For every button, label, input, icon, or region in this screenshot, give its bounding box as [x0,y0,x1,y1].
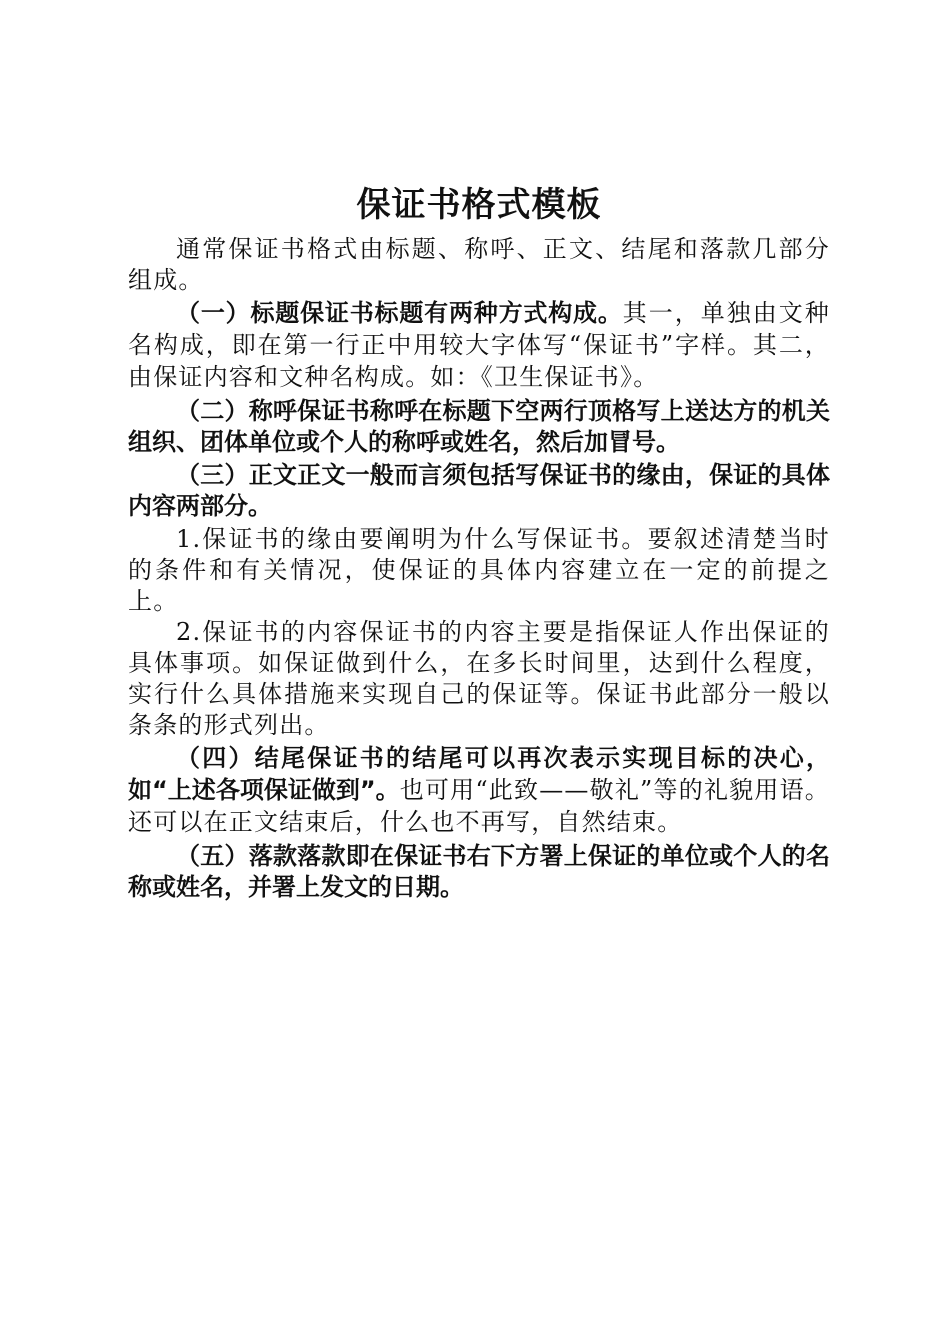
section-signature: （五）落款落款即在保证书右下方署上保证的单位或个人的名称或姓名，并署上发文的日期。 [128,842,830,901]
section-title-format [128,298,830,394]
section-title-lead: （一）标题保证书标题有两种方式构成。 [176,299,623,327]
section-ending-body: 也可用“此致——敬礼”等的礼貌用语。还可以在正文结束后，什么也不再写，自然结束。 [128,776,831,836]
section-ending [128,743,830,839]
section-title-body: 其一，单独由文种名构成，即在第一行正中用较大字体写“保证书”字样。其二，由保证内容和文种名构成。如：《卫生保证书》。 [128,299,830,391]
document-title: 保证书格式模板 [356,185,602,225]
section-salutation: （二）称呼保证书称呼在标题下空两行顶格写上送达方的机关组织、团体单位或个人的称呼或姓名，然后加冒号。 [128,397,830,456]
intro-paragraph: 通常保证书格式由标题、称呼、正文、结尾和落款几部分组成。 [128,235,830,294]
section-ending-lead: （四）结尾保证书的结尾可以再次表示实现目标的决心，如“上述各项保证做到”。 [128,744,830,804]
list-item-reason: 1.保证书的缘由要阐明为什么写保证书。要叙述清楚当时的条件和有关情况，使保证的具体内容建立在一定的前提之上。 [128,525,830,615]
document-page [128,180,830,903]
section-body: （三）正文正文一般而言须包括写保证书的缘由，保证的具体内容两部分。 [128,461,830,520]
list-item-content: 2.保证书的内容保证书的内容主要是指保证人作出保证的具体事项。如保证做到什么，在多长时间里，达到什么程度，实行什么具体措施来实现自己的保证等。保证书此部分一般以条条的形式列出。 [128,618,830,739]
